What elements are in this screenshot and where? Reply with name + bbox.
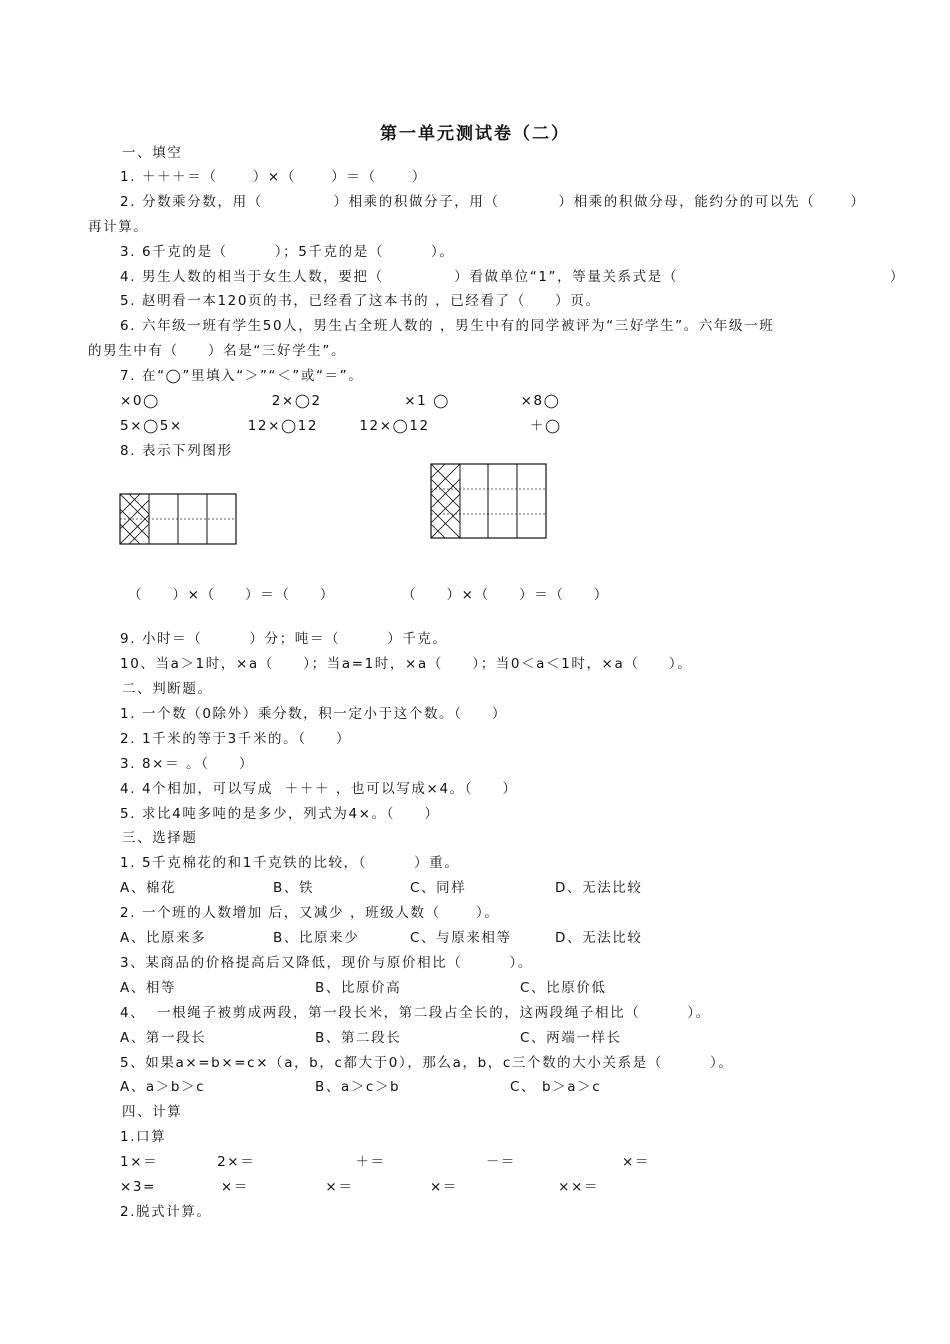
section-fill-heading: 一、填空: [122, 145, 183, 161]
choice-5-option-a: A、a＞b＞c: [120, 1079, 206, 1095]
judge-item-5: 5. 求比4吨多吨的是多少，列式为4×。（ ）: [120, 806, 440, 822]
section-choice-heading: 三、选择题: [122, 830, 198, 846]
choice-4-option-a: A、第一段长: [120, 1030, 207, 1046]
figure-right-answer: （ ）×（ ）＝（ ）: [402, 587, 609, 603]
fill-question-7: 7. 在“◯”里填入“＞”“＜”或“＝”。: [120, 368, 364, 384]
judge-item-3: 3. 8×＝ 。（ ）: [120, 756, 255, 772]
fill-question-1: 1. ＋＋＋＝（ ）×（ ）＝（ ）: [120, 169, 428, 185]
choice-4-option-c: C、两端一样长: [520, 1030, 622, 1046]
choice-1-option-b: B、铁: [273, 880, 315, 896]
choice-2-option-c: C、与原来相等: [410, 930, 512, 946]
choice-2-option-a: A、比原来多: [120, 930, 207, 946]
fill-question-5: 5. 赵明看一本120页的书，已经看了这本书的 ，已经看了（ ）页。: [120, 293, 601, 309]
fill-question-8: 8. 表示下列图形: [120, 443, 233, 459]
choice-question-4: 4、 一根绳子被剪成两段，第一段长米，第二段占全长的，这两段绳子相比（ ）。: [120, 1005, 711, 1021]
choice-3-option-a: A、相等: [120, 980, 177, 996]
choice-3-option-b: B、比原价高: [315, 980, 402, 996]
fill-question-2-cont: 再计算。: [88, 219, 149, 235]
fill-question-6-cont: 的男生中有（ ）名是“三好学生”。: [88, 343, 347, 359]
judge-item-1: 1. 一个数（0除外）乘分数，积一定小于这个数。（ ）: [120, 706, 508, 722]
choice-1-option-c: C、同样: [410, 880, 467, 896]
section-judge-heading: 二、判断题。: [122, 681, 213, 697]
fill-question-4: 4. 男生人数的相当于女生人数，要把（ ）看做单位“1”，等量关系式是（ ）: [120, 269, 906, 285]
choice-2-option-d: D、无法比较: [555, 930, 643, 946]
written-calc-label: 2.脱式计算。: [120, 1204, 212, 1220]
oral-calc-row-2: ×3= ×＝ ×＝ ×＝ ××＝: [120, 1179, 600, 1195]
oral-calc-label: 1.口算: [120, 1129, 167, 1145]
fill-question-2: 2. 分数乘分数，用（ ）相乘的积做分子，用（ ）相乘的积做分母，能约分的可以先（ ）: [120, 194, 866, 210]
compare-row-1: ×0◯ 2×◯2 ×1 ◯ ×8◯: [120, 393, 561, 409]
section-calc-heading: 四、计算: [122, 1104, 183, 1120]
choice-5-option-b: B、a＞c＞b: [315, 1079, 401, 1095]
choice-question-2: 2. 一个班的人数增加 后，又减少 ，班级人数（ ）。: [120, 905, 500, 921]
fraction-figure-right: [430, 463, 547, 540]
choice-1-option-a: A、棉花: [120, 880, 177, 896]
fill-question-6: 6. 六年级一班有学生50人，男生占全班人数的 ，男生中有的同学被评为“三好学生”。六年级一班: [120, 318, 775, 334]
compare-row-2: 5×◯5× 12×◯12 12×◯12 ＋◯: [120, 418, 562, 434]
oral-calc-row-1: 1×＝ 2×＝ ＋＝ －＝ ×＝: [120, 1154, 651, 1170]
choice-question-3: 3、某商品的价格提高后又降低，现价与原价相比（ ）。: [120, 955, 533, 971]
choice-5-option-c: C、 b＞a＞c: [510, 1079, 602, 1095]
choice-question-1: 1. 5千克棉花的和1千克铁的比较，（ ）重。: [120, 855, 460, 871]
judge-item-4: 4. 4个相加，可以写成 ＋＋＋ ，也可以写成×4。（ ）: [120, 781, 518, 797]
judge-item-2: 2. 1千米的等于3千米的。（ ）: [120, 731, 352, 747]
choice-1-option-d: D、无法比较: [555, 880, 643, 896]
page-title: 第一单元测试卷（二）: [380, 124, 570, 144]
fill-question-10: 10、当a＞1时，×a（ ）；当a=1时，×a（ ）；当0＜a＜1时，×a（ ）。: [120, 656, 693, 672]
choice-3-option-c: C、比原价低: [520, 980, 607, 996]
figure-left-answer: （ ）×（ ）＝（ ）: [128, 587, 335, 603]
fraction-figure-left: [119, 493, 237, 545]
fill-question-9: 9. 小时＝（ ）分；吨＝（ ）千克。: [120, 631, 448, 647]
fill-question-3: 3. 6千克的是（ ）；5千克的是（ ）。: [120, 244, 455, 260]
choice-2-option-b: B、比原来少: [273, 930, 360, 946]
choice-question-5: 5、如果a×=b×=c×（a，b，c都大于0），那么a，b，c三个数的大小关系是（ ）。: [120, 1055, 734, 1071]
choice-4-option-b: B、第二段长: [315, 1030, 402, 1046]
